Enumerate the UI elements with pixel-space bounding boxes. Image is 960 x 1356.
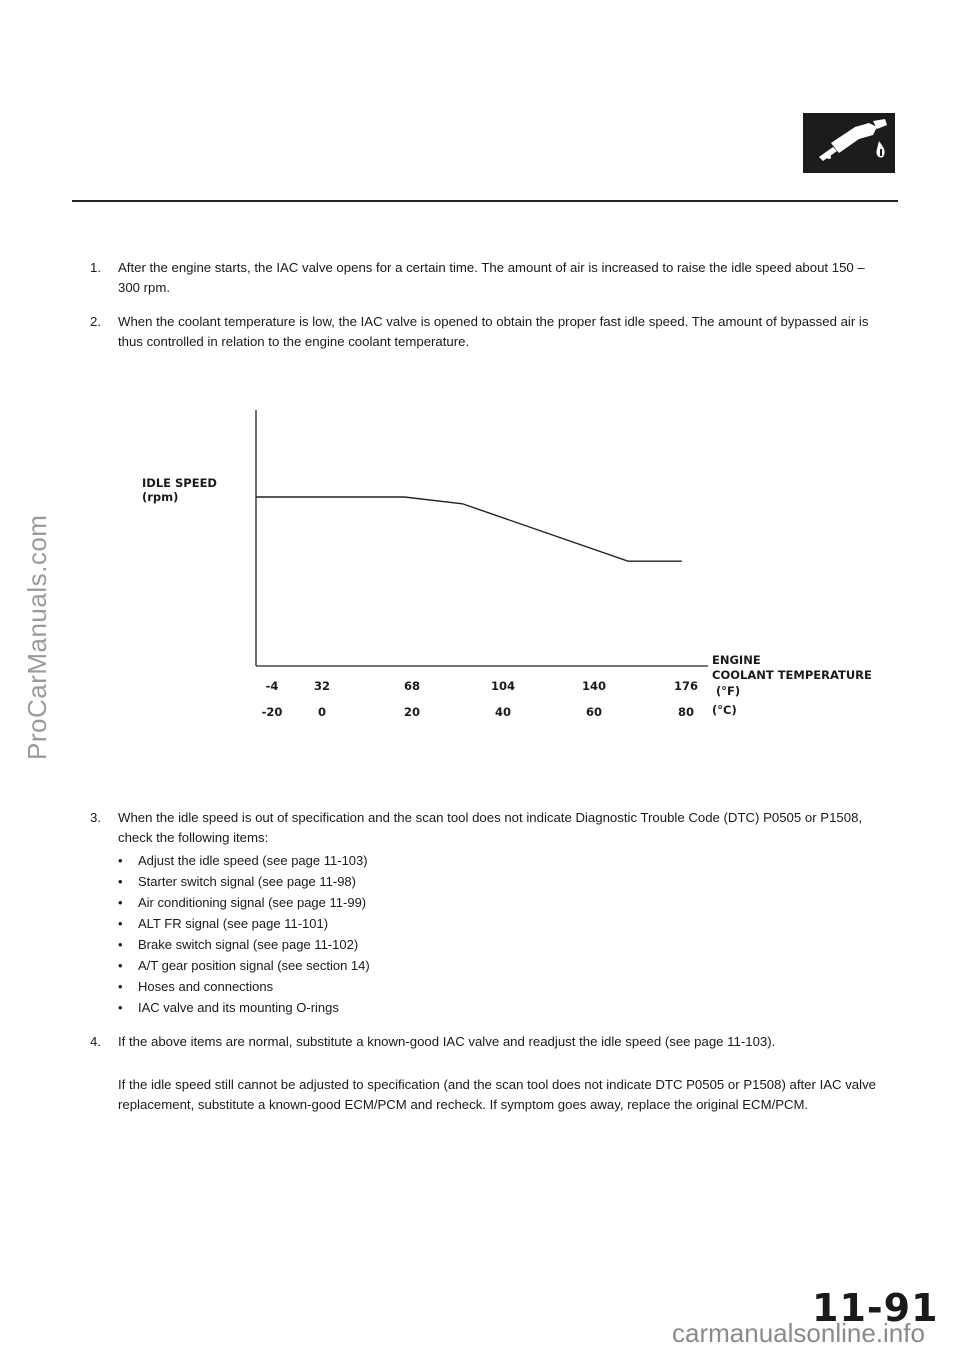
list-item: • Starter switch signal (see page 11-98) (118, 874, 356, 889)
x-axis-label-line2: COOLANT TEMPERATURE (712, 668, 872, 682)
step-1-text: After the engine starts, the IAC valve opens for a certain time. The amount of air is increased to raise the idle speed about 150 – 300 rpm. (118, 260, 865, 295)
step-3-text: When the idle speed is out of specification and the scan tool does not indicate Diagnostic Trouble Code (DTC) P0505 or P1508, check the following items: (118, 810, 863, 845)
tick-label-f: 176 (673, 679, 699, 693)
series-line (256, 497, 682, 561)
tick-label-f: -4 (265, 679, 279, 693)
y-axis-unit: (rpm) (142, 490, 179, 504)
list-item: • A/T gear position signal (see section 14) (118, 958, 370, 973)
list-item: • ALT FR signal (see page 11-101) (118, 916, 329, 931)
tick-label-f: 68 (403, 679, 421, 693)
bottom-watermark: carmanualsonline.info (672, 1318, 925, 1348)
list-item: • Brake switch signal (see page 11-102) (118, 937, 359, 952)
list-item: • IAC valve and its mounting O-rings (118, 1000, 339, 1015)
step-4-number: 4. (90, 1034, 101, 1049)
fuel-nozzle-icon (803, 113, 895, 173)
unit-celsius: (°C) (712, 703, 737, 717)
celsius-ticks (262, 705, 694, 719)
tick-label-c: -20 (261, 705, 283, 719)
step-2-text: When the coolant temperature is low, the IAC valve is opened to obtain the proper fast idle speed. The amount of bypassed air is thus controlled in relation to the engine coolant temperature. (118, 314, 869, 349)
step-2-number: 2. (90, 314, 101, 329)
checklist (118, 850, 718, 1018)
idle-speed-curve (256, 497, 682, 561)
step-3-number: 3. (90, 810, 101, 825)
tick-label-f: 32 (313, 679, 331, 693)
list-item: • Air conditioning signal (see page 11-99) (118, 895, 367, 910)
page-number: 11-91 (812, 1286, 939, 1330)
fahrenheit-ticks (266, 679, 698, 693)
unit-fahrenheit: (°F) (716, 684, 741, 698)
list-item: • Hoses and connections (118, 979, 274, 994)
tick-label-c: 40 (494, 705, 512, 719)
step-4-followup: If the idle speed still cannot be adjusted to specification (and the scan tool does not indicate DTC P0505 or P1508) after IAC valve replacement, substitute a known-good ECM/PCM and recheck. If symptom goes away, replace the original ECM/PCM. (118, 1077, 876, 1112)
x-axis-label-line1: ENGINE (712, 653, 761, 667)
list-item: • Adjust the idle speed (see page 11-103) (118, 853, 368, 868)
tick-label-c: 60 (585, 705, 603, 719)
step-4-text: If the above items are normal, substitute a known-good IAC valve and readjust the idle speed (see page 11-103). (118, 1034, 776, 1049)
tick-label-f: 140 (581, 679, 607, 693)
header-divider (72, 200, 898, 202)
tick-label-c: 20 (403, 705, 421, 719)
tick-label-c: 0 (317, 705, 327, 719)
tick-label-f: 104 (490, 679, 516, 693)
y-axis-label: IDLE SPEED (142, 476, 217, 490)
tick-label-c: 80 (677, 705, 695, 719)
step-1-number: 1. (90, 260, 101, 275)
side-watermark: ProCarManuals.com (22, 514, 52, 760)
